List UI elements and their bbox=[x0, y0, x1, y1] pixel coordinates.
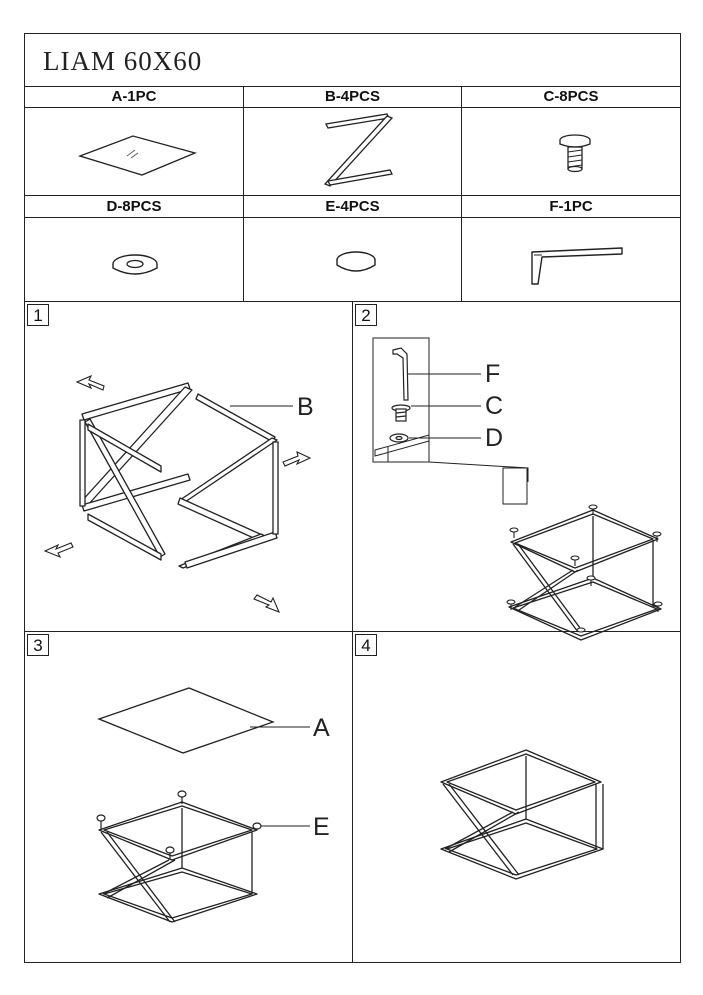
part-cell-c bbox=[462, 108, 680, 196]
product-title: LIAM 60X60 bbox=[43, 46, 203, 76]
step-number: 1 bbox=[27, 304, 49, 326]
step-number: 2 bbox=[355, 304, 377, 326]
part-label-e: E-4PCS bbox=[244, 196, 462, 218]
part-cell-e bbox=[244, 218, 462, 302]
pad-icon bbox=[97, 791, 261, 860]
step-1-illustration bbox=[25, 302, 353, 632]
screw-icon bbox=[462, 108, 680, 196]
step-number: 3 bbox=[27, 634, 49, 656]
part-label-c: C-8PCS bbox=[462, 86, 680, 108]
part-cell-a bbox=[25, 108, 244, 196]
part-cell-d bbox=[25, 218, 244, 302]
arrow-icon bbox=[283, 452, 310, 466]
callout-c: C bbox=[485, 392, 504, 420]
callout-a: A bbox=[313, 714, 330, 742]
callout-e: E bbox=[313, 813, 330, 841]
z-frame-icon bbox=[244, 108, 462, 196]
callout-b: B bbox=[297, 393, 314, 421]
title-bar bbox=[25, 34, 680, 87]
callout-f: F bbox=[485, 360, 501, 388]
pad-icon bbox=[244, 218, 462, 302]
part-label-d: D-8PCS bbox=[25, 196, 244, 218]
instruction-sheet bbox=[24, 33, 681, 963]
part-label-b: B-4PCS bbox=[244, 86, 462, 108]
step-4-panel bbox=[353, 632, 680, 962]
washer-icon bbox=[25, 218, 244, 302]
arrow-icon bbox=[254, 595, 279, 612]
step-2-panel bbox=[353, 302, 680, 632]
step-2-illustration bbox=[353, 302, 680, 632]
allen-key-icon bbox=[462, 218, 680, 302]
part-cell-b bbox=[244, 108, 462, 196]
step-3-panel bbox=[25, 632, 353, 962]
arrow-icon bbox=[45, 543, 73, 557]
part-cell-f bbox=[462, 218, 680, 302]
step-number: 4 bbox=[355, 634, 377, 656]
step-4-illustration bbox=[353, 632, 680, 962]
arrow-icon bbox=[77, 376, 104, 390]
step-1-panel bbox=[25, 302, 353, 632]
washer-icon bbox=[390, 434, 408, 442]
part-label-a: A-1PC bbox=[25, 86, 244, 108]
callout-d: D bbox=[485, 424, 504, 452]
glass-top-icon bbox=[25, 108, 244, 196]
glass-top-icon bbox=[99, 688, 273, 753]
step-3-illustration bbox=[25, 632, 353, 962]
part-label-f: F-1PC bbox=[462, 196, 680, 218]
